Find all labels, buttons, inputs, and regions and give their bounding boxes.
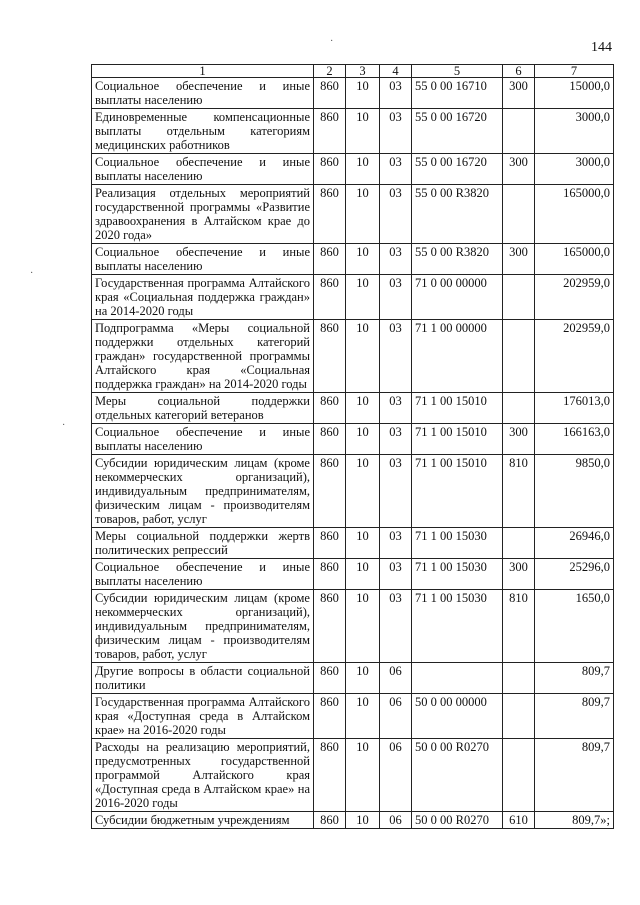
cell-subsection: 03 (380, 109, 412, 154)
cell-ministry-code: 860 (314, 559, 346, 590)
cell-target-item: 71 1 00 15030 (412, 528, 503, 559)
cell-expense-type (503, 320, 535, 393)
cell-amount: 3000,0 (535, 154, 614, 185)
cell-section: 10 (346, 393, 380, 424)
cell-amount: 176013,0 (535, 393, 614, 424)
cell-ministry-code: 860 (314, 275, 346, 320)
cell-expense-type (503, 694, 535, 739)
cell-section: 10 (346, 663, 380, 694)
cell-section: 10 (346, 559, 380, 590)
scan-mark: · (30, 268, 34, 279)
cell-amount: 202959,0 (535, 275, 614, 320)
table-row (92, 154, 614, 185)
table-row (92, 739, 614, 812)
cell-ministry-code: 860 (314, 812, 346, 829)
cell-target-item: 71 1 00 15010 (412, 393, 503, 424)
cell-section: 10 (346, 185, 380, 244)
cell-subsection: 06 (380, 739, 412, 812)
cell-section: 10 (346, 812, 380, 829)
cell-section: 10 (346, 320, 380, 393)
cell-ministry-code: 860 (314, 455, 346, 528)
cell-expense-type: 810 (503, 590, 535, 663)
cell-section: 10 (346, 455, 380, 528)
cell-ministry-code: 860 (314, 694, 346, 739)
cell-section: 10 (346, 739, 380, 812)
table-row (92, 694, 614, 739)
cell-ministry-code: 860 (314, 739, 346, 812)
cell-section: 10 (346, 275, 380, 320)
cell-expense-type: 810 (503, 455, 535, 528)
cell-subsection: 03 (380, 528, 412, 559)
cell-name: Меры социальной поддержки жертв политических репрессий (92, 528, 314, 559)
cell-ministry-code: 860 (314, 185, 346, 244)
cell-amount: 809,7»; (535, 812, 614, 829)
page-number: 144 (591, 40, 612, 55)
table-row (92, 455, 614, 528)
cell-ministry-code: 860 (314, 244, 346, 275)
cell-target-item: 71 0 00 00000 (412, 275, 503, 320)
table-row (92, 424, 614, 455)
cell-subsection: 03 (380, 320, 412, 393)
cell-subsection: 03 (380, 275, 412, 320)
cell-subsection: 03 (380, 244, 412, 275)
cell-name: Единовременные компенсационные выплаты отдельным категориям медицинских работников (92, 109, 314, 154)
cell-ministry-code: 860 (314, 320, 346, 393)
cell-target-item: 50 0 00 00000 (412, 694, 503, 739)
table-row (92, 528, 614, 559)
cell-name: Другие вопросы в области социальной политики (92, 663, 314, 694)
cell-target-item: 71 1 00 15010 (412, 455, 503, 528)
cell-name: Меры социальной поддержки отдельных категорий ветеранов (92, 393, 314, 424)
cell-subsection: 03 (380, 424, 412, 455)
cell-amount: 165000,0 (535, 185, 614, 244)
cell-target-item: 55 0 00 R3820 (412, 185, 503, 244)
cell-target-item: 55 0 00 16710 (412, 78, 503, 109)
cell-subsection: 06 (380, 694, 412, 739)
cell-name: Расходы на реализацию мероприятий, предусмотренных государственной программой Алтайского края «Доступная среда в Алтайском крае» на 2016-2020 годы (92, 739, 314, 812)
cell-target-item: 55 0 00 R3820 (412, 244, 503, 275)
column-header: 5 (412, 65, 503, 78)
cell-name: Государственная программа Алтайского края «Доступная среда в Алтайском крае» на 2016-2020 годы (92, 694, 314, 739)
cell-expense-type (503, 275, 535, 320)
cell-expense-type (503, 393, 535, 424)
cell-amount: 25296,0 (535, 559, 614, 590)
cell-section: 10 (346, 244, 380, 275)
cell-subsection: 03 (380, 78, 412, 109)
table-row (92, 78, 614, 109)
cell-section: 10 (346, 424, 380, 455)
cell-amount: 165000,0 (535, 244, 614, 275)
cell-target-item: 50 0 00 R0270 (412, 739, 503, 812)
table-row (92, 663, 614, 694)
cell-ministry-code: 860 (314, 393, 346, 424)
cell-target-item: 55 0 00 16720 (412, 154, 503, 185)
table-row (92, 320, 614, 393)
cell-target-item (412, 663, 503, 694)
cell-name: Социальное обеспечение и иные выплаты населению (92, 559, 314, 590)
cell-expense-type (503, 528, 535, 559)
cell-target-item: 71 1 00 15010 (412, 424, 503, 455)
table-row (92, 109, 614, 154)
table-row (92, 275, 614, 320)
table-row (92, 559, 614, 590)
cell-ministry-code: 860 (314, 663, 346, 694)
cell-target-item: 55 0 00 16720 (412, 109, 503, 154)
cell-section: 10 (346, 528, 380, 559)
cell-subsection: 06 (380, 663, 412, 694)
cell-amount: 26946,0 (535, 528, 614, 559)
cell-name: Субсидии бюджетным учреждениям (92, 812, 314, 829)
cell-subsection: 03 (380, 154, 412, 185)
table-row (92, 812, 614, 829)
column-header: 7 (535, 65, 614, 78)
cell-subsection: 03 (380, 590, 412, 663)
cell-name: Подпрограмма «Меры социальной поддержки отдельных категорий граждан» государственной программы Алтайского края «Социальная поддержка граждан» на 2014-2020 годы (92, 320, 314, 393)
cell-section: 10 (346, 109, 380, 154)
table-row (92, 244, 614, 275)
cell-name: Субсидии юридическим лицам (кроме некоммерческих организаций), индивидуальным предпринимателям, физическим лицам - производителям товаров, работ, услуг (92, 455, 314, 528)
cell-subsection: 03 (380, 455, 412, 528)
cell-amount: 809,7 (535, 663, 614, 694)
header-row (92, 65, 614, 78)
cell-expense-type: 300 (503, 78, 535, 109)
cell-expense-type (503, 739, 535, 812)
cell-ministry-code: 860 (314, 590, 346, 663)
cell-section: 10 (346, 154, 380, 185)
cell-expense-type (503, 109, 535, 154)
cell-amount: 809,7 (535, 694, 614, 739)
cell-target-item: 71 1 00 15030 (412, 590, 503, 663)
cell-ministry-code: 860 (314, 154, 346, 185)
table-body (92, 78, 614, 829)
cell-name: Социальное обеспечение и иные выплаты населению (92, 244, 314, 275)
column-header: 1 (92, 65, 314, 78)
cell-amount: 3000,0 (535, 109, 614, 154)
cell-subsection: 03 (380, 393, 412, 424)
cell-target-item: 50 0 00 R0270 (412, 812, 503, 829)
cell-name: Социальное обеспечение и иные выплаты населению (92, 78, 314, 109)
table-row (92, 185, 614, 244)
cell-name: Социальное обеспечение и иные выплаты населению (92, 154, 314, 185)
budget-table (91, 64, 614, 829)
cell-ministry-code: 860 (314, 528, 346, 559)
cell-ministry-code: 860 (314, 424, 346, 455)
cell-target-item: 71 1 00 15030 (412, 559, 503, 590)
cell-amount: 15000,0 (535, 78, 614, 109)
cell-expense-type: 300 (503, 559, 535, 590)
cell-section: 10 (346, 590, 380, 663)
column-header: 6 (503, 65, 535, 78)
cell-expense-type: 300 (503, 424, 535, 455)
cell-subsection: 03 (380, 559, 412, 590)
scan-mark: · (330, 36, 334, 47)
table-row (92, 590, 614, 663)
cell-subsection: 06 (380, 812, 412, 829)
cell-amount: 1650,0 (535, 590, 614, 663)
cell-subsection: 03 (380, 185, 412, 244)
cell-amount: 9850,0 (535, 455, 614, 528)
cell-section: 10 (346, 78, 380, 109)
cell-expense-type (503, 185, 535, 244)
cell-target-item: 71 1 00 00000 (412, 320, 503, 393)
cell-amount: 166163,0 (535, 424, 614, 455)
cell-section: 10 (346, 694, 380, 739)
cell-name: Субсидии юридическим лицам (кроме некоммерческих организаций), индивидуальным предпринимателям, физическим лицам - производителям товаров, работ, услуг (92, 590, 314, 663)
column-header: 2 (314, 65, 346, 78)
cell-name: Реализация отдельных мероприятий государственной программы «Развитие здравоохранения в Алтайском крае до 2020 года» (92, 185, 314, 244)
cell-expense-type: 610 (503, 812, 535, 829)
cell-amount: 202959,0 (535, 320, 614, 393)
cell-amount: 809,7 (535, 739, 614, 812)
scan-mark: · (62, 420, 66, 431)
cell-expense-type: 300 (503, 154, 535, 185)
cell-name: Социальное обеспечение и иные выплаты населению (92, 424, 314, 455)
column-header: 4 (380, 65, 412, 78)
cell-ministry-code: 860 (314, 109, 346, 154)
table-row (92, 393, 614, 424)
column-header: 3 (346, 65, 380, 78)
cell-expense-type (503, 663, 535, 694)
cell-ministry-code: 860 (314, 78, 346, 109)
cell-name: Государственная программа Алтайского края «Социальная поддержка граждан» на 2014-2020 годы (92, 275, 314, 320)
cell-expense-type: 300 (503, 244, 535, 275)
